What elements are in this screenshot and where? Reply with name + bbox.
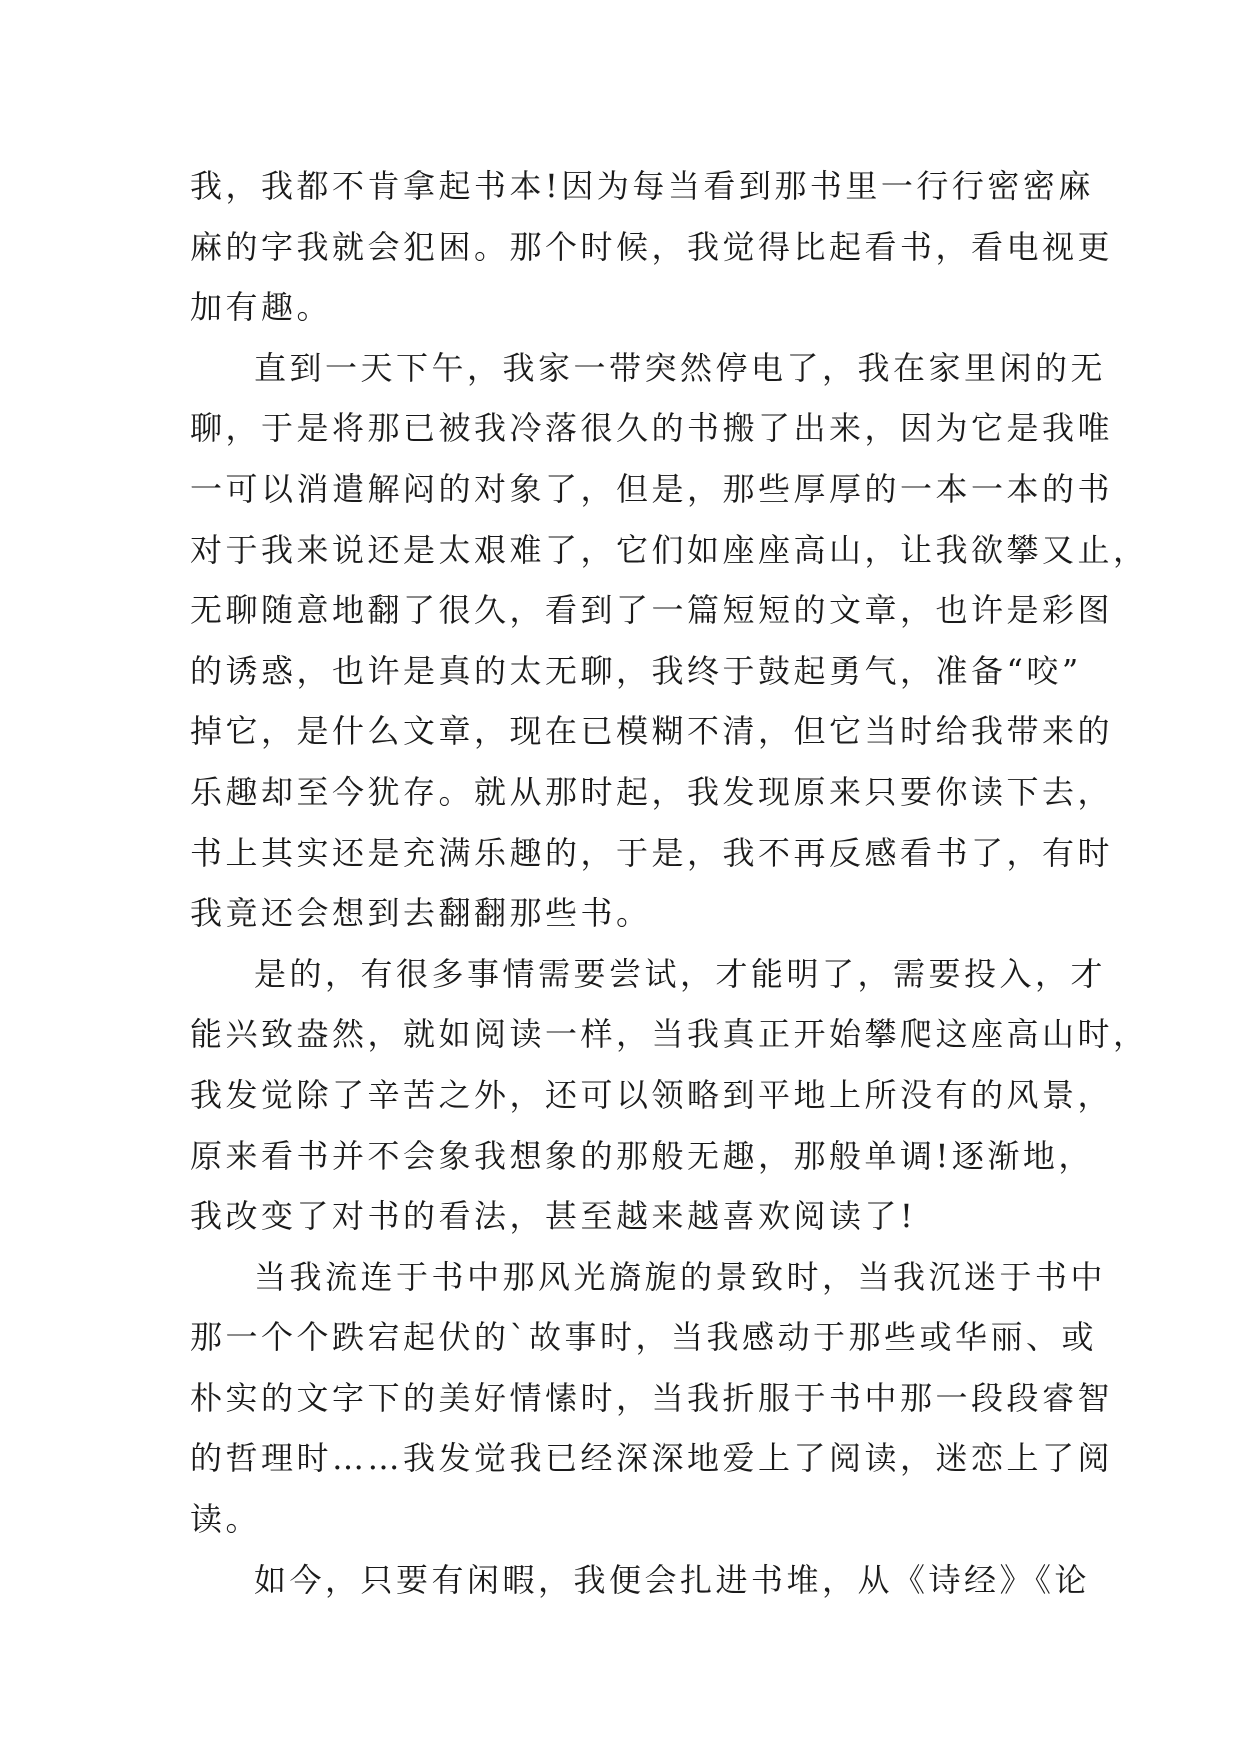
text-line: 无聊随意地翻了很久，看到了一篇短短的文章，也许是彩图 [190, 591, 1114, 630]
text-line: 直到一天下午，我家一带突然停电了，我在家里闲的无 [254, 348, 1107, 387]
text-line: 是的，有很多事情需要尝试，才能明了，需要投入，才 [254, 954, 1107, 993]
text-line: 读。 [190, 1500, 262, 1539]
text-line: 朴实的文字下的美好情愫时，当我折服于书中那一段段睿智 [190, 1378, 1114, 1417]
text-line: 能兴致盎然，就如阅读一样，当我真正开始攀爬这座高山时， [190, 1015, 1149, 1054]
text-line: 书上其实还是充满乐趣的，于是，我不再反感看书了，有时 [190, 833, 1114, 872]
text-line: 原来看书并不会象我想象的那般无趣，那般单调!逐渐地， [190, 1136, 1094, 1175]
text-line: 那一个个跌宕起伏的`故事时，当我感动于那些或华丽、或 [190, 1318, 1098, 1357]
text-line: 的诱惑，也许是真的太无聊，我终于鼓起勇气，准备“咬” [190, 651, 1082, 690]
text-line: 我发觉除了辛苦之外，还可以领略到平地上所没有的风景， [190, 1075, 1114, 1114]
text-line: 聊，于是将那已被我冷落很久的书搬了出来，因为它是我唯 [190, 409, 1114, 448]
text-line: 麻的字我就会犯困。那个时候，我觉得比起看书，看电视更 [190, 227, 1114, 266]
text-line: 一可以消遣解闷的对象了，但是，那些厚厚的一本一本的书 [190, 469, 1114, 508]
text-line: 加有趣。 [190, 288, 333, 327]
text-line: 如今，只要有闲暇，我便会扎进书堆，从《诗经》《论 [254, 1560, 1091, 1599]
text-line: 我竟还会想到去翻翻那些书。 [190, 894, 652, 933]
text-line: 的哲理时……我发觉我已经深深地爱上了阅读，迷恋上了阅 [190, 1439, 1114, 1478]
text-line: 我改变了对书的看法，甚至越来越喜欢阅读了! [190, 1197, 917, 1236]
body-text [190, 156, 1149, 1610]
text-line: 当我流连于书中那风光旖旎的景致时，当我沉迷于书中 [254, 1257, 1107, 1296]
text-line: 我，我都不肯拿起书本!因为每当看到那书里一行行密密麻 [190, 167, 1094, 205]
text-line: 对于我来说还是太艰难了，它们如座座高山，让我欲攀又止， [190, 530, 1149, 569]
text-line: 掉它，是什么文章，现在已模糊不清，但它当时给我带来的 [190, 712, 1114, 751]
text-line: 乐趣却至今犹存。就从那时起，我发现原来只要你读下去， [190, 772, 1114, 811]
